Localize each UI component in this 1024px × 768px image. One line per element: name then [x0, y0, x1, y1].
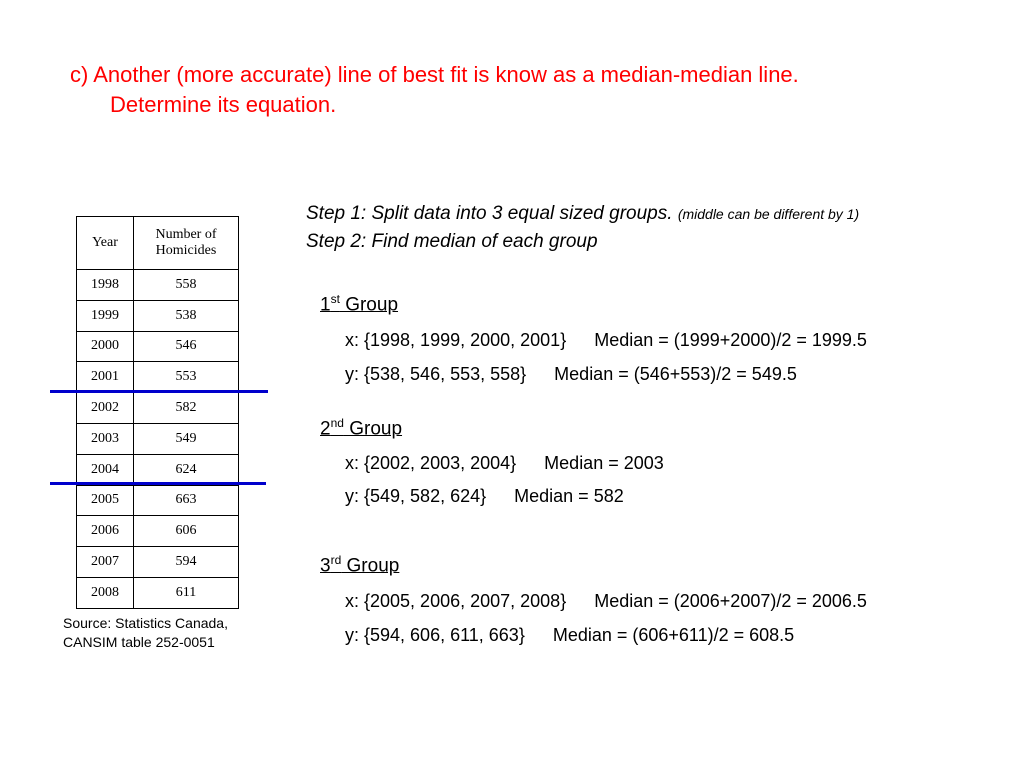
- year-cell: 2006: [77, 516, 134, 547]
- table-row: [77, 423, 239, 454]
- source-line-1: Source: Statistics Canada,: [63, 615, 228, 631]
- year-cell: 2003: [77, 423, 134, 454]
- homicides-cell: 549: [134, 423, 239, 454]
- table-row: [77, 577, 239, 608]
- table-header-row: [77, 217, 239, 270]
- group-2-num: 2: [320, 418, 331, 440]
- group-1-sup: st: [330, 292, 340, 306]
- table-row: [77, 393, 239, 424]
- group-2-x-median: Median = 2003: [544, 453, 664, 473]
- group-2-x-set: x: {2002, 2003, 2004}: [345, 453, 517, 473]
- step-2: Step 2: Find median of each group: [306, 231, 598, 252]
- group-1-x-set: x: {1998, 1999, 2000, 2001}: [345, 330, 567, 350]
- step-1-text: Step 1: Split data into 3 equal sized groups.: [306, 203, 673, 224]
- year-cell: 2000: [77, 331, 134, 362]
- group-2-y-set: y: {549, 582, 624}: [345, 486, 487, 506]
- group-1-y-set: y: {538, 546, 553, 558}: [345, 364, 527, 384]
- table-row: [77, 485, 239, 516]
- group-1-label: Group: [339, 294, 399, 316]
- group-3-y-row: [345, 625, 794, 646]
- source-line-2: CANSIM table 252-0051: [63, 634, 215, 650]
- group-3-y-set: y: {594, 606, 611, 663}: [345, 625, 525, 645]
- title-line-1: c) Another (more accurate) line of best fit is know as a median-median line.: [70, 62, 799, 87]
- homicides-cell: 611: [134, 577, 239, 608]
- group-3-x-row: [345, 591, 867, 612]
- table-row: [77, 362, 239, 393]
- homicides-cell: 594: [134, 547, 239, 578]
- slide-title: [70, 60, 799, 120]
- source-note: [63, 614, 228, 652]
- group-divider-2: [50, 482, 266, 485]
- title-line-2: Determine its equation.: [110, 92, 337, 117]
- group-3-y-median: Median = (606+611)/2 = 608.5: [552, 625, 795, 645]
- group-1-y-row: [345, 364, 797, 385]
- year-cell: 1999: [77, 300, 134, 331]
- table-row: [77, 270, 239, 301]
- year-cell: 2008: [77, 577, 134, 608]
- group-1-title: [320, 292, 398, 316]
- group-2-y-row: [345, 486, 624, 507]
- homicides-cell: 538: [134, 300, 239, 331]
- group-1-x-row: [345, 330, 867, 351]
- homicides-cell: 546: [134, 331, 239, 362]
- group-2-label: Group: [343, 418, 403, 440]
- group-divider-1: [50, 390, 268, 393]
- homicides-table: [76, 216, 239, 609]
- year-cell: 2001: [77, 362, 134, 393]
- homicides-cell: 582: [134, 393, 239, 424]
- year-cell: 1998: [77, 270, 134, 301]
- group-1-y-median: Median = (546+553)/2 = 549.5: [554, 364, 797, 384]
- group-3-label: Group: [341, 555, 400, 577]
- homicides-cell: 606: [134, 516, 239, 547]
- table-row: [77, 547, 239, 578]
- group-2-sup: nd: [330, 416, 344, 430]
- table-row: [77, 516, 239, 547]
- year-cell: 2002: [77, 393, 134, 424]
- year-cell: 2005: [77, 485, 134, 516]
- year-cell: 2004: [77, 454, 134, 485]
- homicides-cell: 558: [134, 270, 239, 301]
- step-1: [306, 200, 859, 228]
- year-cell: 2007: [77, 547, 134, 578]
- table-row: [77, 300, 239, 331]
- group-3-x-median: Median = (2006+2007)/2 = 2006.5: [594, 591, 867, 611]
- group-3-x-set: x: {2005, 2006, 2007, 2008}: [345, 591, 567, 611]
- group-2-y-median: Median = 582: [514, 486, 624, 506]
- group-2-x-row: [345, 453, 664, 474]
- group-2-title: [320, 416, 402, 440]
- table-row: [77, 331, 239, 362]
- header-homicides: Number of Homicides: [134, 217, 239, 270]
- group-1-num: 1: [320, 294, 331, 316]
- group-3-title: [320, 553, 399, 577]
- homicides-cell: 553: [134, 362, 239, 393]
- table-row: [77, 454, 239, 485]
- homicides-cell: 624: [134, 454, 239, 485]
- group-3-sup: rd: [330, 553, 342, 567]
- step-1-note: (middle can be different by 1): [677, 206, 860, 222]
- steps-block: [306, 200, 859, 256]
- header-year: Year: [77, 217, 134, 270]
- homicides-cell: 663: [134, 485, 239, 516]
- group-1-x-median: Median = (1999+2000)/2 = 1999.5: [594, 330, 867, 350]
- group-3-num: 3: [320, 555, 331, 577]
